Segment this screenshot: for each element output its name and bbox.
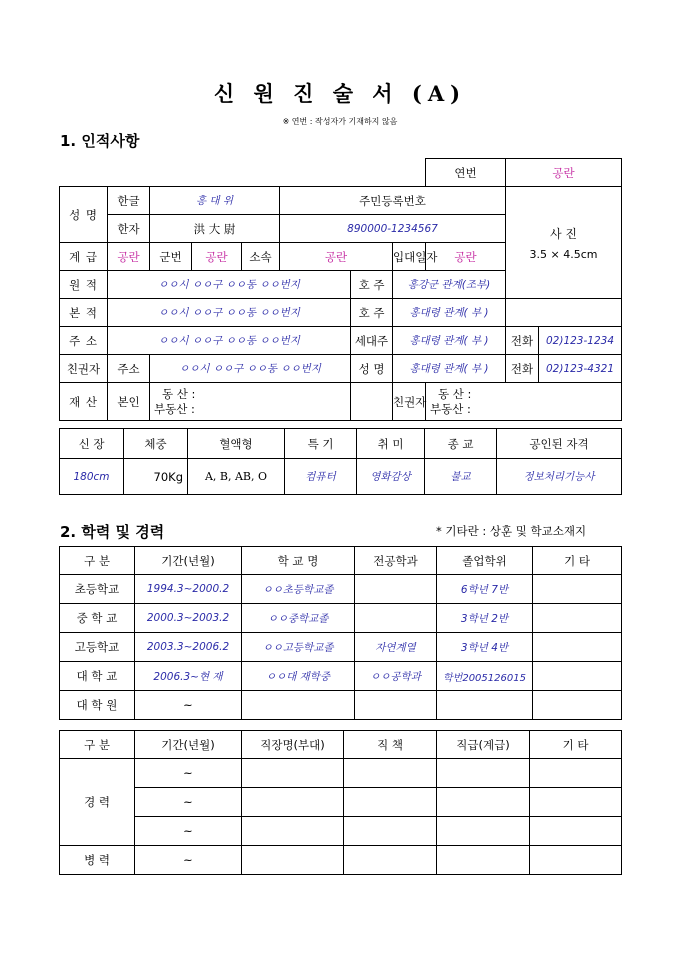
edu-major[interactable]: ㅇㅇ공학과 — [355, 662, 437, 691]
edu-school[interactable] — [242, 691, 355, 720]
domicile-head-label: 호 주 — [351, 299, 393, 327]
edu-type-header: 구 분 — [60, 547, 135, 575]
edu-degree[interactable]: 3학년 2반 — [437, 604, 533, 633]
education-table — [59, 546, 622, 720]
origin-label: 원 적 — [60, 271, 108, 299]
edu-period[interactable]: 1994.3~2000.2 — [135, 575, 242, 604]
guardian-phone-value[interactable]: 02)123-4321 — [539, 355, 622, 383]
origin-head-label: 호 주 — [351, 271, 393, 299]
enlist-date-label: 입대일자 — [393, 243, 426, 271]
domicile-label: 본 적 — [60, 299, 108, 327]
hangul-label: 한글 — [108, 187, 150, 215]
service-no-label: 군번 — [150, 243, 192, 271]
rrn-label: 주민등록번호 — [280, 187, 506, 215]
weight-header: 체중 — [124, 429, 188, 459]
edu-etc[interactable] — [533, 691, 622, 720]
guardian-immovable-label: 부동산 : — [430, 401, 471, 416]
height-value[interactable]: 180cm — [60, 459, 124, 495]
career-employer-header: 직장명(부대) — [242, 731, 344, 759]
edu-school[interactable]: ㅇㅇ초등학교졸 — [242, 575, 355, 604]
edu-etc[interactable] — [533, 633, 622, 662]
serial-value[interactable]: 공란 — [506, 159, 622, 187]
career-etc[interactable] — [530, 759, 622, 788]
edu-school[interactable]: ㅇㅇ고등학교졸 — [242, 633, 355, 662]
service-no-value[interactable]: 공란 — [192, 243, 242, 271]
career-position[interactable] — [344, 788, 437, 817]
hanja-label: 한자 — [108, 215, 150, 243]
name-label: 성 명 — [60, 187, 108, 243]
photo-box[interactable] — [506, 187, 622, 299]
edu-etc[interactable] — [533, 575, 622, 604]
hangul-name-value[interactable]: 홍 대 위 — [150, 187, 280, 215]
career-etc[interactable] — [530, 788, 622, 817]
table-row — [60, 575, 622, 604]
career-period[interactable]: ~ — [135, 817, 242, 846]
edu-major[interactable]: 자연계열 — [355, 633, 437, 662]
enlist-date-value[interactable]: 공란 — [426, 243, 506, 271]
edu-type: 고등학교 — [60, 633, 135, 662]
table-row — [60, 604, 622, 633]
career-employer[interactable] — [242, 759, 344, 788]
edu-period[interactable]: 2000.3~2003.2 — [135, 604, 242, 633]
origin-head-value[interactable]: 홍강군 관계(조부) — [393, 271, 506, 299]
edu-type: 대 학 교 — [60, 662, 135, 691]
edu-school[interactable]: ㅇㅇ중학교졸 — [242, 604, 355, 633]
career-etc[interactable] — [530, 817, 622, 846]
edu-etc[interactable] — [533, 604, 622, 633]
career-etc-header: 기 타 — [530, 731, 622, 759]
religion-value[interactable]: 불교 — [425, 459, 497, 495]
career-table — [59, 730, 622, 875]
guardian-address-value[interactable]: ㅇㅇ시 ㅇㅇ구 ㅇㅇ동 ㅇㅇ번지 — [150, 355, 351, 383]
military-grade[interactable] — [437, 846, 530, 875]
career-position[interactable] — [344, 759, 437, 788]
domicile-head-value[interactable]: 홍대령 관계( 부 ) — [393, 299, 506, 327]
section1-heading: 1. 인적사항 — [60, 132, 140, 150]
career-label: 경 력 — [60, 759, 135, 846]
physical-info-table — [59, 428, 622, 495]
guardian-name-value[interactable]: 홍대령 관계( 부 ) — [393, 355, 506, 383]
military-label: 병 력 — [60, 846, 135, 875]
hanja-name-value[interactable]: 洪 大 尉 — [150, 215, 280, 243]
career-grade[interactable] — [437, 759, 530, 788]
religion-header: 종 교 — [425, 429, 497, 459]
specialty-header: 특 기 — [285, 429, 357, 459]
table-row — [60, 662, 622, 691]
edu-degree[interactable]: 3학년 4반 — [437, 633, 533, 662]
edu-etc-header: 기 타 — [533, 547, 622, 575]
career-grade[interactable] — [437, 788, 530, 817]
blood-type-value[interactable]: A, B, AB, O — [188, 459, 285, 495]
guardian-label: 친권자 — [60, 355, 108, 383]
edu-degree[interactable]: 학번2005126015 — [437, 662, 533, 691]
address-value[interactable]: ㅇㅇ시 ㅇㅇ구 ㅇㅇ동 ㅇㅇ번지 — [108, 327, 351, 355]
address-label: 주 소 — [60, 327, 108, 355]
edu-degree[interactable]: 6학년 7반 — [437, 575, 533, 604]
career-position[interactable] — [344, 817, 437, 846]
phone-value[interactable]: 02)123-1234 — [539, 327, 622, 355]
career-period[interactable]: ~ — [135, 759, 242, 788]
self-movable-label: 동 산 : — [162, 386, 196, 401]
edu-degree[interactable] — [437, 691, 533, 720]
career-position-header: 직 책 — [344, 731, 437, 759]
self-label: 본인 — [108, 383, 150, 421]
edu-type: 중 학 교 — [60, 604, 135, 633]
rrn-value[interactable]: 890000-1234567 — [280, 215, 506, 243]
military-period[interactable]: ~ — [135, 846, 242, 875]
rank-label: 계 급 — [60, 243, 108, 271]
military-position[interactable] — [344, 846, 437, 875]
edu-school[interactable]: ㅇㅇ대 재학중 — [242, 662, 355, 691]
military-etc[interactable] — [530, 846, 622, 875]
hobby-header: 취 미 — [357, 429, 425, 459]
photo-size: 3.5 × 4.5cm — [529, 247, 598, 261]
edu-major-header: 전공학과 — [355, 547, 437, 575]
unit-value[interactable]: 공란 — [280, 243, 393, 271]
career-period-header: 기간(년월) — [135, 731, 242, 759]
edu-school-header: 학 교 명 — [242, 547, 355, 575]
householder-value[interactable]: 홍대령 관계( 부 ) — [393, 327, 506, 355]
document-title: 신 원 진 술 서 (A) — [213, 81, 467, 106]
career-grade[interactable] — [437, 817, 530, 846]
blood-type-header: 혈액형 — [188, 429, 285, 459]
career-type-header: 구 분 — [60, 731, 135, 759]
edu-etc[interactable] — [533, 662, 622, 691]
edu-type: 대 학 원 — [60, 691, 135, 720]
guardian-phone-label: 전화 — [506, 355, 539, 383]
self-immovable-label: 부동산 : — [154, 401, 195, 416]
domicile-value[interactable]: ㅇㅇ시 ㅇㅇ구 ㅇㅇ동 ㅇㅇ번지 — [108, 299, 351, 327]
certification-header: 공인된 자격 — [497, 429, 622, 459]
edu-major[interactable] — [355, 604, 437, 633]
certification-value[interactable]: 정보처리기능사 — [497, 459, 622, 495]
military-unit[interactable] — [242, 846, 344, 875]
phone-label: 전화 — [506, 327, 539, 355]
career-employer[interactable] — [242, 788, 344, 817]
property-label: 재 산 — [60, 383, 108, 421]
unit-label: 소속 — [242, 243, 280, 271]
edu-period[interactable]: 2003.3~2006.2 — [135, 633, 242, 662]
guardian-property-cell[interactable] — [426, 383, 622, 421]
guardian-property-label: 친권자 — [393, 383, 426, 421]
hobby-value[interactable]: 영화감상 — [357, 459, 425, 495]
householder-label: 세대주 — [351, 327, 393, 355]
edu-type: 초등학교 — [60, 575, 135, 604]
career-employer[interactable] — [242, 817, 344, 846]
edu-period-header: 기간(년월) — [135, 547, 242, 575]
origin-value[interactable]: ㅇㅇ시 ㅇㅇ구 ㅇㅇ동 ㅇㅇ번지 — [108, 271, 351, 299]
table-row — [60, 691, 622, 720]
edu-period[interactable]: 2006.3~현 재 — [135, 662, 242, 691]
edu-degree-header: 졸업학위 — [437, 547, 533, 575]
guardian-address-label: 주소 — [108, 355, 150, 383]
self-property-cell[interactable] — [150, 383, 351, 421]
edu-major[interactable] — [355, 575, 437, 604]
career-grade-header: 직급(계급) — [437, 731, 530, 759]
rank-value[interactable]: 공란 — [108, 243, 150, 271]
personal-info-table — [59, 158, 622, 421]
weight-value[interactable]: 70Kg — [124, 459, 188, 495]
photo-label: 사 진 — [550, 226, 577, 241]
edu-major[interactable] — [355, 691, 437, 720]
career-period[interactable]: ~ — [135, 788, 242, 817]
serial-label: 연번 — [426, 159, 506, 187]
guardian-name-label: 성 명 — [351, 355, 393, 383]
section2-heading: 2. 학력 및 경력 — [60, 523, 165, 541]
guardian-movable-label: 동 산 : — [438, 386, 472, 401]
height-header: 신 장 — [60, 429, 124, 459]
table-row — [60, 633, 622, 662]
edu-period[interactable]: ~ — [135, 691, 242, 720]
specialty-value[interactable]: 컴퓨터 — [285, 459, 357, 495]
section2-note: * 기타란 : 상훈 및 학교소재지 — [436, 524, 587, 538]
serial-note: ※ 연번 : 작성자가 기재하지 않음 — [282, 117, 398, 126]
